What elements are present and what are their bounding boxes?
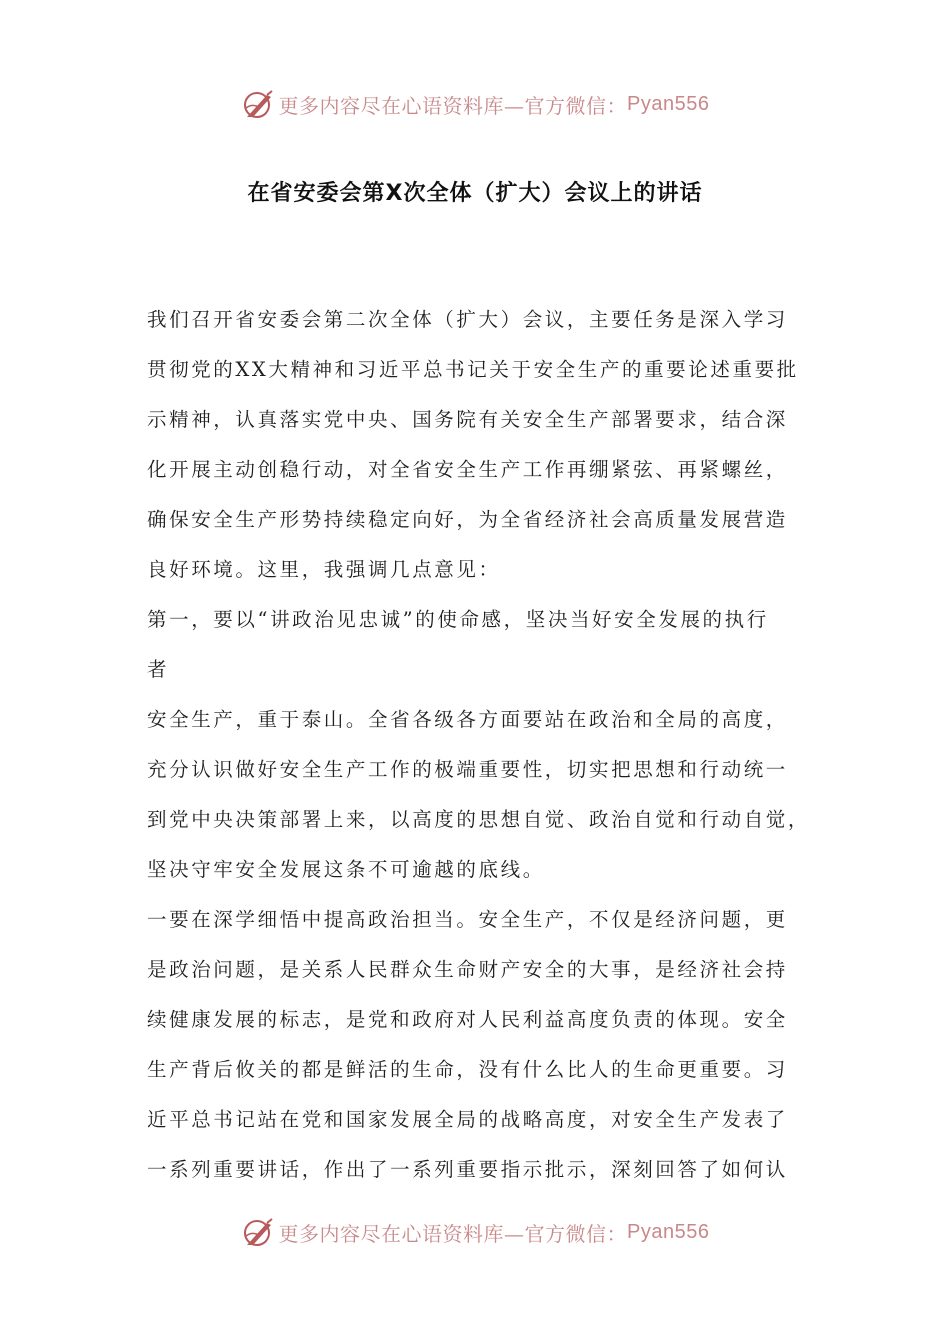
body-line: 坚决守牢安全发展这条不可逾越的底线。 [147,858,545,881]
footer-watermark-banner [0,1212,950,1252]
body-line: 良好环境。这里，我强调几点意见： [147,558,501,581]
body-line: 化开展主动创稳行动，对全省安全生产工作再绷紧弦、再紧螺丝， [147,458,788,481]
document-title: 在省安委会第X次全体（扩大）会议上的讲话 [247,181,703,206]
banner-wechat-id: Pyan556 [627,92,710,115]
body-line: 示精神，认真落实党中央、国务院有关安全生产部署要求，结合深 [147,408,788,431]
body-line: 一系列重要讲话，作出了一系列重要指示批示，深刻回答了如何认 [147,1158,788,1181]
banner-text: 更多内容尽在心语资料库—官方微信： [278,1221,628,1246]
banner-wechat-id: Pyan556 [627,1220,710,1243]
body-line: 贯彻党的XX大精神和习近平总书记关于安全生产的重要论述重要批 [147,358,799,381]
body-line: 一要在深学细悟中提高政治担当。安全生产，不仅是经济问题，更 [147,908,788,931]
section-heading-line: 第一，要以“讲政治见忠诚”的使命感，坚决当好安全发展的执行 [147,608,769,631]
pen-logo-icon [241,87,275,121]
body-line: 生产背后攸关的都是鲜活的生命，没有什么比人的生命更重要。习 [147,1058,788,1081]
document-body [147,295,811,1195]
banner-text: 更多内容尽在心语资料库—官方微信： [278,93,628,118]
body-line: 续健康发展的标志，是党和政府对人民利益高度负责的体现。安全 [147,1008,788,1031]
body-line: 充分认识做好安全生产工作的极端重要性，切实把思想和行动统一 [147,758,788,781]
body-line: 近平总书记站在党和国家发展全局的战略高度，对安全生产发表了 [147,1108,788,1131]
body-line: 安全生产，重于泰山。全省各级各方面要站在政治和全局的高度， [147,708,788,731]
header-watermark-banner [0,84,950,124]
body-line: 到党中央决策部署上来，以高度的思想自觉、政治自觉和行动自觉， [147,808,811,831]
body-line: 确保安全生产形势持续稳定向好，为全省经济社会高质量发展营造 [147,508,788,531]
body-line: 我们召开省安委会第二次全体（扩大）会议，主要任务是深入学习 [147,308,788,331]
body-line: 是政治问题，是关系人民群众生命财产安全的大事，是经济社会持 [147,958,788,981]
pen-logo-icon [241,1215,275,1249]
section-heading-line: 者 [147,658,170,681]
